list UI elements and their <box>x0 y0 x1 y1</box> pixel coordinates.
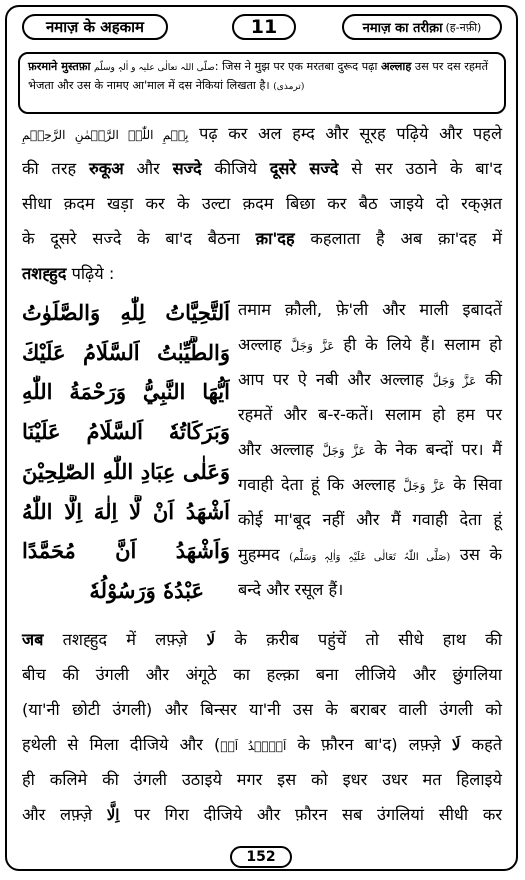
translation-text: और अल्लाह <box>238 440 323 459</box>
translation-line-1: तमाम क़ौली, फ़े'ली और माली इबादतें <box>238 300 502 319</box>
after-text: कहते <box>460 735 502 754</box>
notice-lead: फ़रमाने मुस्तफ़ा <box>28 60 91 73</box>
after-text: के क़रीब पहुंचें तो सीधे हाथ की <box>215 630 502 649</box>
intro-line-1-text: पढ़ कर अल हम्द और सूरह पढ़िये और पहले <box>188 124 502 143</box>
arabic-line: وَبَرَكَاتُهٗ اَلسَّلَامُ عَلَيْنَا <box>22 419 230 445</box>
after-line-2: बीच की उंगली और अंगूठे का हल्क़ा बना लीजिये और छुंगलिया <box>22 665 502 684</box>
page-number: 152 <box>230 846 292 868</box>
notice-text-2: उस पर दस रहमतें <box>411 60 489 73</box>
intro-text: और <box>123 159 173 178</box>
translation-line-4: रहमतें और ब-र-कतें। सलाम हो हम पर <box>238 405 502 424</box>
translation-text: उस के <box>450 545 502 564</box>
translation-text: के नेक बन्दों पर। मैं <box>365 440 502 459</box>
term-dusre-sajde: दूसरे सज्दे <box>269 159 339 178</box>
translation-line-7: कोई मा'बूद नहीं और मैं गवाही देता हूं <box>238 510 502 529</box>
notice-source: (ترمذی) <box>273 82 305 92</box>
intro-line-2 <box>22 159 502 179</box>
translation-text: मुहम्मद <box>238 545 290 564</box>
term-qada: क़ा'दह <box>255 229 295 248</box>
after-line-5: ही कलिमे की उंगली उठाइये मगर इस को इधर उधर मत हिलाइये <box>22 770 502 789</box>
translation-line-5 <box>238 440 502 461</box>
intro-text: से सर उठाने के बा'द <box>338 159 502 178</box>
after-text: और लफ़्ज़े <box>22 805 107 824</box>
azza-wajal: عَزَّ وَجَلَّ <box>290 339 335 353</box>
intro-text: कीजिये <box>201 159 270 178</box>
intro-text: पढ़िये : <box>66 264 115 283</box>
after-text: पर गिरा दीजिये और फ़ौरन सब उंगलियां सीधी कर <box>119 805 502 824</box>
translation-line-2 <box>238 335 502 356</box>
translation-text: गवाही देता हूं कि अल्लाह <box>238 475 404 494</box>
arabic-line: عَبْدُهٗ وَرَسُوْلُهٗ <box>89 577 204 603</box>
term-ruku: रुकूअ <box>88 159 124 178</box>
intro-line-3: सीधा क़दम खड़ा कर के उल्टा क़दम बिछा कर बैठ जाइये दो रक्अ़त <box>22 194 502 213</box>
chapter-subtitle: (ह-नफ़ी) <box>445 20 482 34</box>
notice-text-3: भेजता और उस के नामए आ'माल में दस नेकियां लिखता है। <box>28 79 274 92</box>
translation-line-6 <box>238 475 502 496</box>
arabic-line: وَالطَّيِّبٰتُ اَلسَّلَامُ عَلَيْكَ <box>22 339 230 365</box>
tashahhud-arabic <box>22 296 230 608</box>
translation-text: आप पर ऐ नबी और अल्लाह <box>238 370 433 389</box>
azza-wajal: عَزَّ وَجَلَّ <box>432 374 477 388</box>
bismillah: بِسۡمِ اللّٰہِ الرَّحۡمٰنِ الرَّحِیۡمِ <box>22 128 189 142</box>
word-la: لَا <box>451 736 461 754</box>
word-illa: اِلَّا <box>106 806 120 824</box>
term-sajde: सज्दे <box>172 159 202 178</box>
chapter-title-text: नमाज़ का तरीक़ा <box>362 21 443 36</box>
notice-text-1: : जिस ने मुझ पर एक मरतबा दुरूद पढ़ा <box>214 60 382 73</box>
after-line-3: (या'नी छोटी उंगली) और बिन्सर या'नी उस के बराबर वाली उंगली को <box>22 700 502 719</box>
after-line-1 <box>22 630 502 650</box>
arabic-line: اَيُّهَا النَّبِيُّ وَرَحْمَةُ اللّٰهِ <box>22 379 230 405</box>
notice-allah: अल्लाह <box>381 60 412 73</box>
azza-wajal: عَزَّ وَجَلَّ <box>322 444 366 458</box>
translation-line-3 <box>238 370 502 391</box>
translation-text: के सिवा <box>445 475 502 494</box>
intro-line-5 <box>22 264 502 284</box>
notice-salutation: صلّی اللہ تعالٰی علیہ و اٰلہٖ وسلّم <box>94 63 215 73</box>
intro-line-4 <box>22 229 502 249</box>
after-text: हथेली से मिला दीजिये और ( <box>22 735 221 754</box>
notice-line-2 <box>28 77 496 96</box>
translation-text: ही के लिये हैं। सलाम हो <box>334 335 502 354</box>
after-text: तशह्हुद में लफ़्ज़े <box>43 630 207 649</box>
notice-line-1 <box>28 58 496 77</box>
term-tashahhud: तशह्हुद <box>22 264 67 283</box>
azza-wajal: عَزَّ وَجَلَّ <box>403 479 446 493</box>
book-title: नमाज़ के अहकाम <box>22 14 168 40</box>
arabic-line: وَاَشْهَدُ اَنَّ مُحَمَّدًا <box>22 538 230 564</box>
translation-line-8 <box>238 545 502 568</box>
intro-text: कहलाता है अब क़ा'दह में <box>294 229 502 248</box>
arabic-line: اَشْهَدُ اَنْ لَّا اِلٰهَ اِلَّا اللّٰهُ <box>22 498 230 524</box>
translation-text: की <box>476 370 502 389</box>
salawat: (صَلَّی اللّٰہُ تَعَالٰی عَلَیْہِ وَاٰلِہٖ وَسَلَّم) <box>289 552 451 563</box>
intro-line-1 <box>22 124 502 145</box>
chapter-number: 11 <box>232 14 296 40</box>
intro-text: की तरह <box>22 159 89 178</box>
hadith-notice-box <box>18 52 506 114</box>
word-ashhadu: اَشۡہَدُ اَنۡ <box>220 739 287 753</box>
translation-line-9: बन्दे और रसूल हैं। <box>238 580 344 599</box>
intro-text: के दूसरे सज्दे के बा'द बैठना <box>22 229 256 248</box>
arabic-line: اَلتَّحِيَّاتُ لِلّٰهِ وَالصَّلَوٰتُ <box>22 300 230 325</box>
chapter-title <box>342 14 502 40</box>
after-line-4 <box>22 735 502 756</box>
after-line-6 <box>22 805 502 825</box>
arabic-line: وَعَلٰى عِبَادِ اللّٰهِ الصّٰلِحِيْنَ <box>22 458 230 484</box>
after-text: के फ़ौरन बा'द) लफ़्ज़े <box>286 735 452 754</box>
word-la: لَا <box>206 631 216 649</box>
translation-text: अल्लाह <box>238 335 291 354</box>
term-jab: जब <box>22 630 44 649</box>
